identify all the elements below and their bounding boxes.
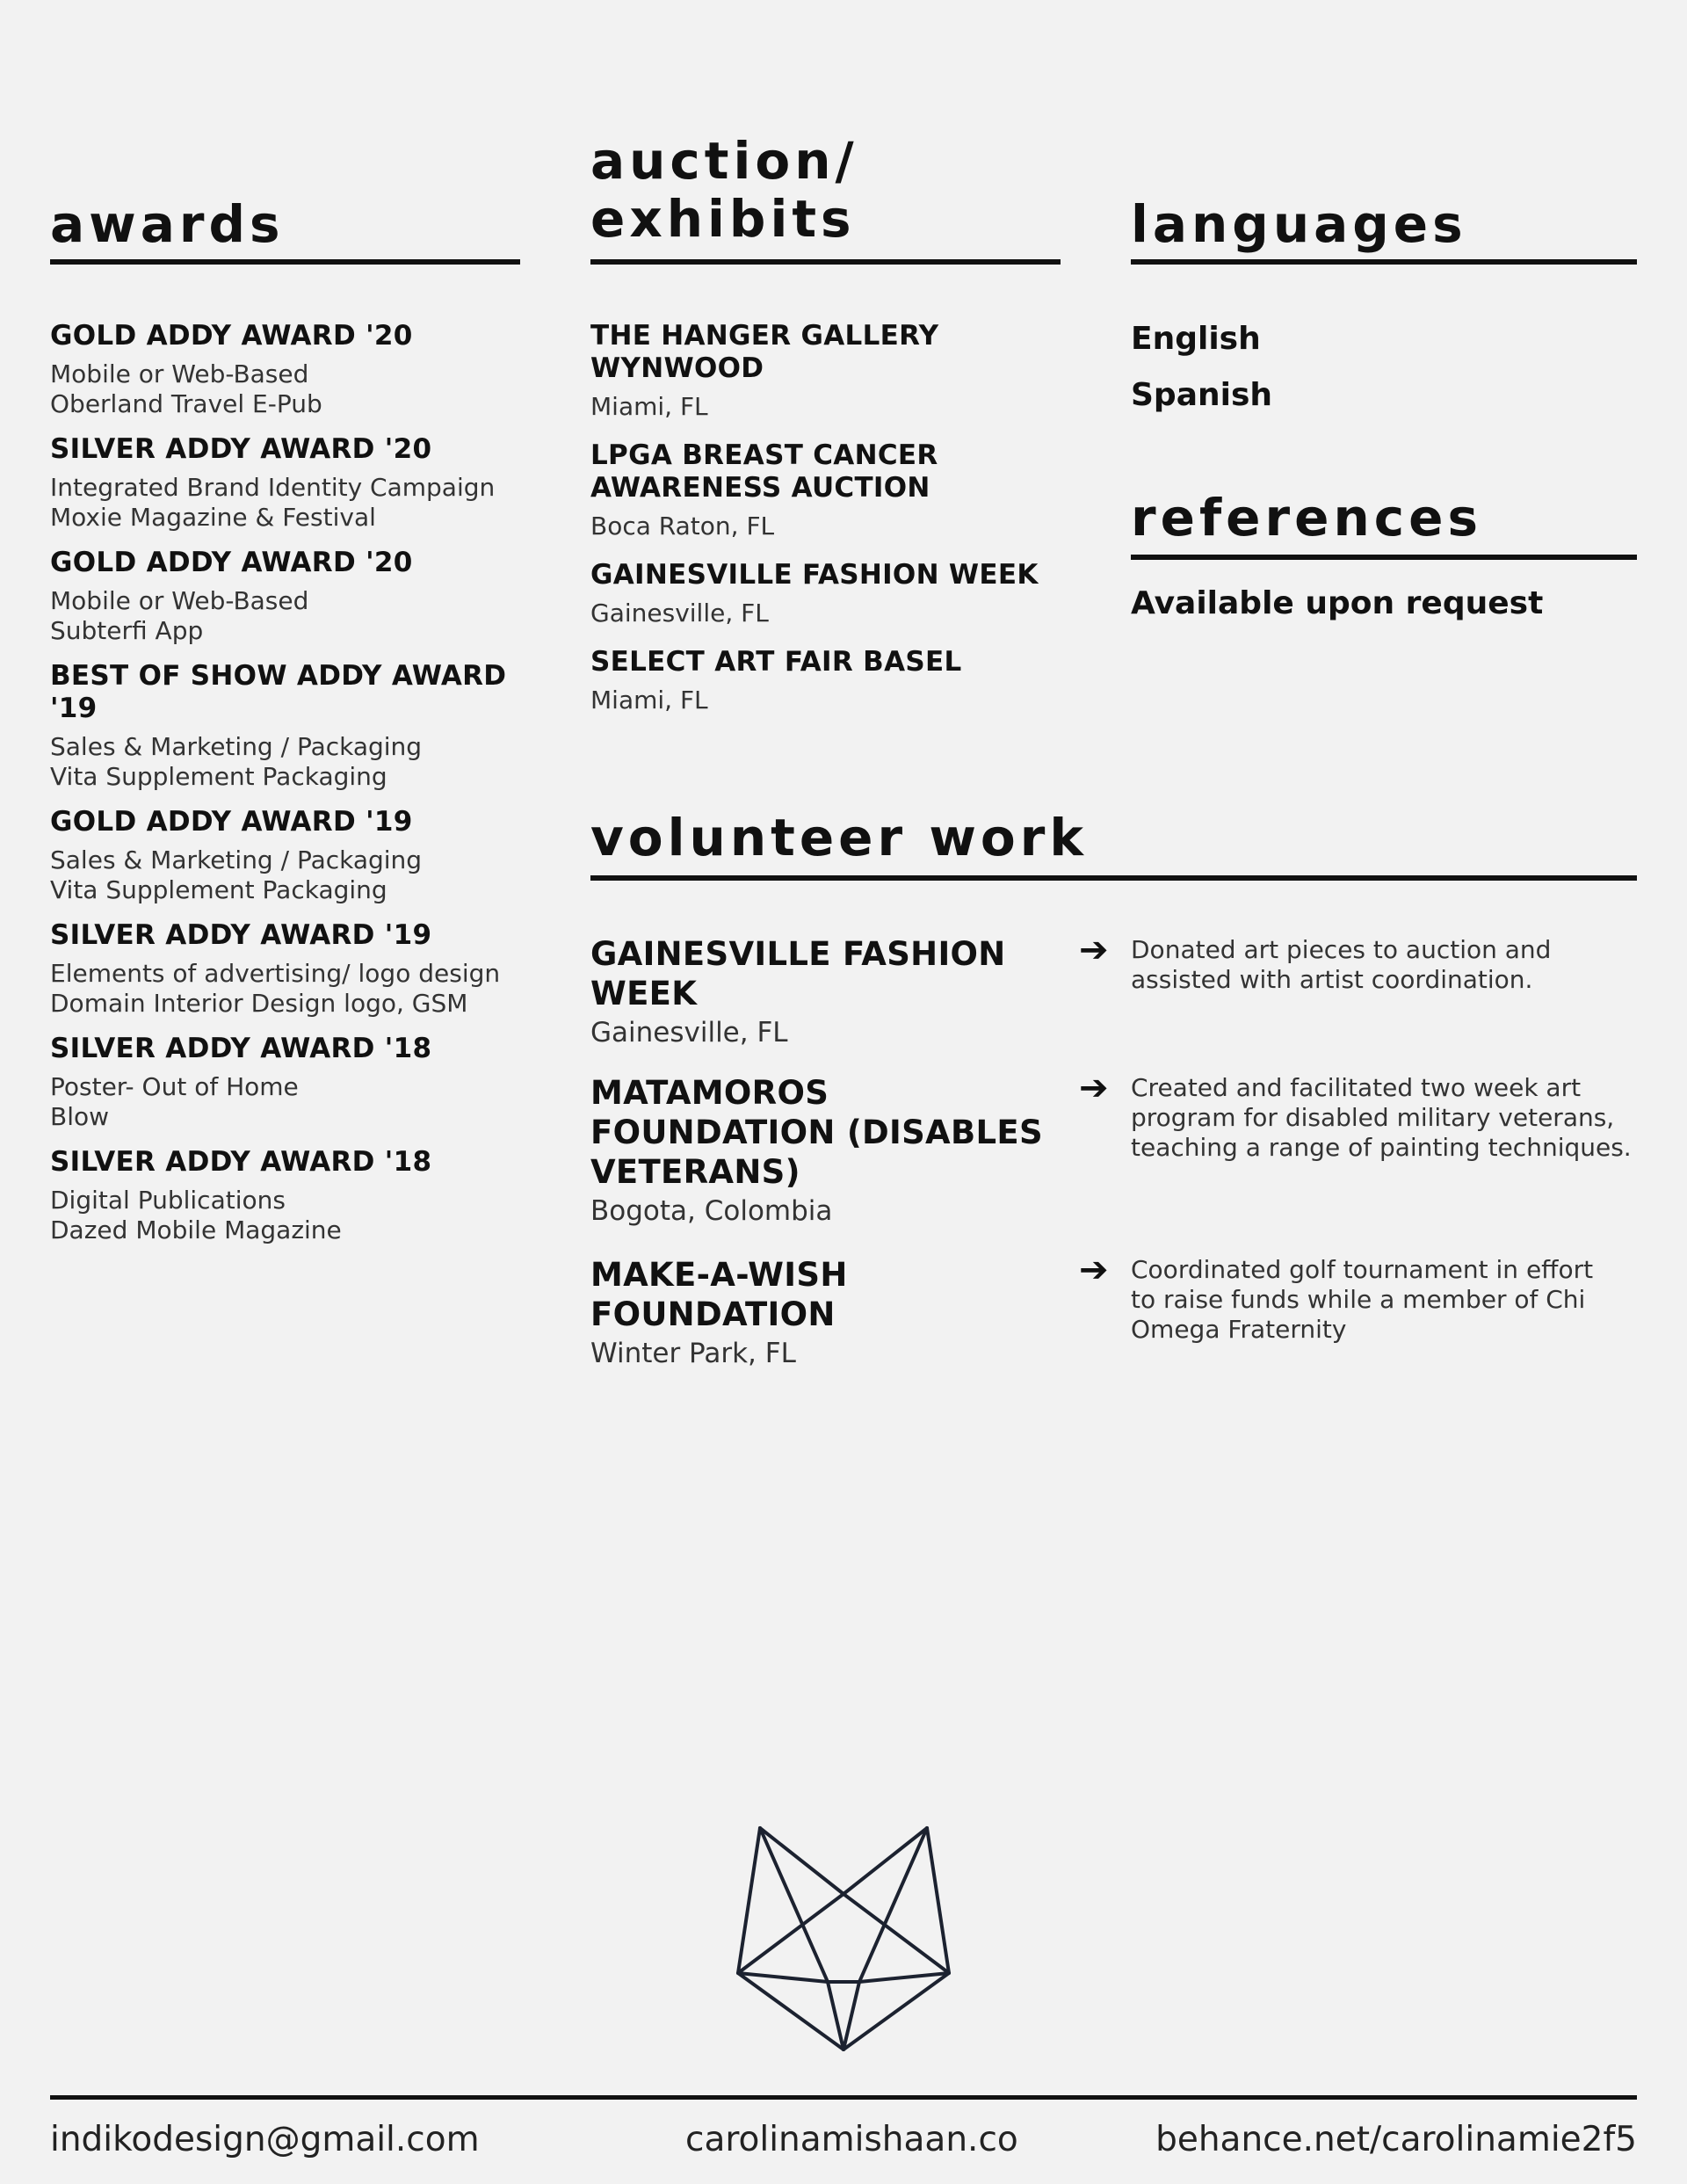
awards-list	[50, 320, 560, 1259]
footer-email-link[interactable]: indikodesign@gmail.com	[50, 2120, 480, 2159]
award-project: Blow	[50, 1102, 110, 1131]
volunteer-org	[590, 934, 1047, 1052]
award-title: SILVER ADDY AWARD '19	[50, 919, 432, 951]
exhibit-title: SELECT ART FAIR BASEL	[590, 646, 962, 678]
exhibits-heading-line2: exhibits	[590, 189, 856, 249]
award-title: SILVER ADDY AWARD '18	[50, 1033, 432, 1064]
language-item: Spanish	[1131, 377, 1273, 413]
award-category: Integrated Brand Identity Campaign	[50, 473, 496, 502]
awards-divider	[50, 259, 520, 265]
languages-list	[1131, 311, 1272, 424]
award-item	[50, 660, 560, 792]
exhibit-title: GAINESVILLE FASHION WEEK	[590, 559, 1039, 591]
exhibit-location: Miami, FL	[590, 686, 708, 715]
footer-divider	[50, 2095, 1637, 2100]
award-project: Vita Supplement Packaging	[50, 762, 387, 791]
award-item	[50, 806, 560, 905]
volunteer-org	[590, 1255, 1047, 1373]
languages-divider	[1131, 259, 1637, 265]
award-category: Sales & Marketing / Packaging	[50, 732, 423, 761]
volunteer-org-location: Winter Park, FL	[590, 1338, 796, 1369]
volunteer-description: Donated art pieces to auction and assisted with artist coordination.	[1131, 935, 1552, 994]
award-category: Elements of advertising/ logo design	[50, 959, 501, 988]
exhibit-location: Gainesville, FL	[590, 599, 769, 628]
volunteer-org-location: Gainesville, FL	[590, 1017, 788, 1048]
award-item	[50, 433, 560, 533]
award-project: Domain Interior Design logo, GSM	[50, 989, 468, 1018]
footer-website-link[interactable]: carolinamishaan.co	[685, 2120, 1018, 2159]
footer-behance-link[interactable]: behance.net/carolinamie2f5	[1155, 2120, 1637, 2159]
award-category: Sales & Marketing / Packaging	[50, 845, 423, 874]
exhibit-location: Miami, FL	[590, 392, 708, 421]
award-item	[50, 919, 560, 1019]
volunteer-description: Coordinated golf tournament in effort to raise funds while a member of Chi Omega Fraternity	[1131, 1255, 1594, 1344]
award-title: GOLD ADDY AWARD '20	[50, 320, 413, 352]
award-item	[50, 320, 560, 419]
award-project: Subterfi App	[50, 616, 204, 645]
volunteer-divider	[590, 875, 1637, 881]
volunteer-org-title: MATAMOROS FOUNDATION (DISABLES VETERANS)	[590, 1074, 1043, 1191]
exhibit-location: Boca Raton, FL	[590, 512, 775, 541]
exhibit-title: THE HANGER GALLERY WYNWOOD	[590, 320, 939, 384]
exhibit-item	[590, 646, 1065, 715]
exhibits-divider	[590, 259, 1061, 265]
arrow-right-icon: ➔	[1079, 1068, 1109, 1108]
references-heading: references	[1131, 488, 1482, 548]
award-category: Poster- Out of Home	[50, 1072, 299, 1101]
awards-heading: awards	[50, 194, 285, 254]
language-item: English	[1131, 321, 1261, 357]
volunteer-org-title: GAINESVILLE FASHION WEEK	[590, 935, 1006, 1012]
award-title: GOLD ADDY AWARD '19	[50, 806, 413, 838]
exhibit-item	[590, 320, 1065, 422]
references-text: Available upon request	[1131, 585, 1544, 621]
volunteer-heading: volunteer work	[590, 808, 1088, 867]
exhibit-title: LPGA BREAST CANCER AWARENESS AUCTION	[590, 439, 938, 504]
award-item	[50, 1033, 560, 1132]
fox-head-icon	[729, 1819, 958, 2057]
award-title: BEST OF SHOW ADDY AWARD '19	[50, 660, 507, 724]
exhibits-list	[590, 320, 1065, 733]
award-project: Oberland Travel E-Pub	[50, 389, 322, 418]
award-title: GOLD ADDY AWARD '20	[50, 547, 413, 578]
exhibits-heading-line1: auction/	[590, 131, 858, 191]
award-item	[50, 547, 560, 646]
volunteer-org-title: MAKE-A-WISH FOUNDATION	[590, 1256, 848, 1333]
arrow-right-icon: ➔	[1079, 930, 1109, 970]
award-title: SILVER ADDY AWARD '20	[50, 433, 432, 465]
volunteer-org	[590, 1073, 1047, 1230]
languages-heading: languages	[1131, 194, 1467, 254]
award-category: Digital Publications	[50, 1186, 286, 1215]
award-category: Mobile or Web-Based	[50, 359, 309, 388]
award-project: Dazed Mobile Magazine	[50, 1215, 342, 1244]
arrow-right-icon: ➔	[1079, 1250, 1109, 1290]
award-project: Moxie Magazine & Festival	[50, 503, 376, 532]
award-item	[50, 1146, 560, 1245]
award-project: Vita Supplement Packaging	[50, 875, 387, 904]
exhibit-item	[590, 559, 1065, 628]
exhibit-item	[590, 439, 1065, 541]
award-category: Mobile or Web-Based	[50, 586, 309, 615]
award-title: SILVER ADDY AWARD '18	[50, 1146, 432, 1178]
volunteer-description: Created and facilitated two week art program for disabled military veterans, teaching a range of painting techniques.	[1131, 1073, 1632, 1162]
references-divider	[1131, 555, 1637, 560]
volunteer-org-location: Bogota, Colombia	[590, 1195, 833, 1227]
